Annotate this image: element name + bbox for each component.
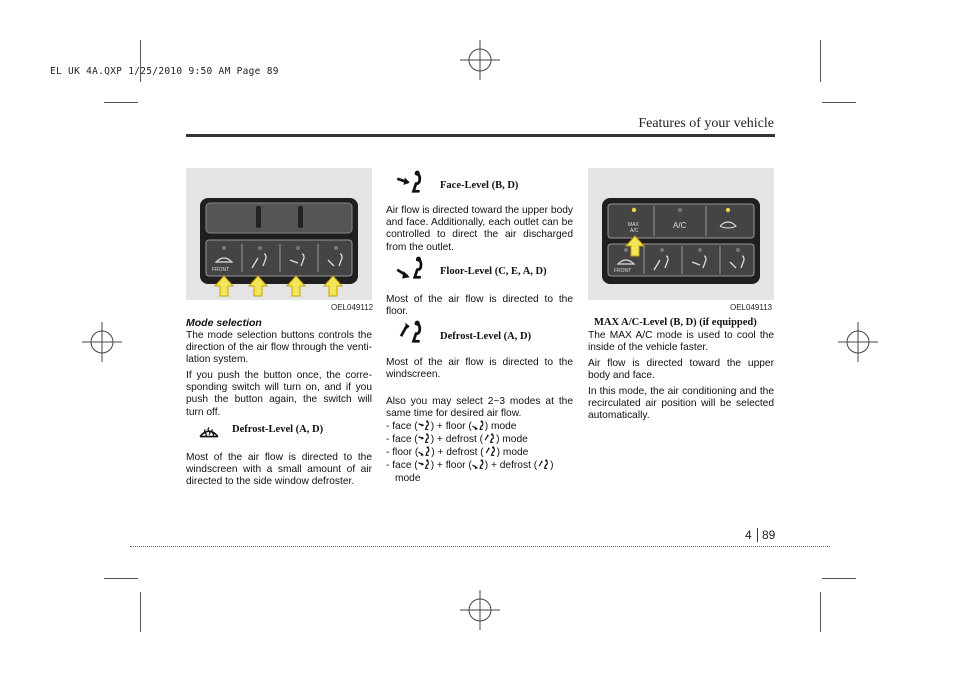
crop-mark (820, 40, 821, 82)
face-vent-icon (418, 420, 431, 431)
registration-mark-icon (460, 590, 500, 630)
max-ac-paragraph: In this mode, the air conditioning and the recirculated air position will be selected automatically. (588, 386, 774, 422)
floor-vent-icon (472, 420, 485, 431)
face-level-paragraph: Air flow is directed toward the upper body and face. Additionally, each outlet can be controlled to direct the air discharged from the outlet. (386, 205, 573, 253)
chapter-number: 4 (745, 528, 752, 542)
floor-level-paragraph: Most of the air flow is directed to the floor. (386, 294, 573, 318)
windscreen-defrost-icon (483, 433, 496, 444)
face-vent-icon (418, 459, 431, 470)
page-number: 89 (762, 528, 776, 542)
list-text: - floor ( (386, 447, 419, 458)
face-level-heading: Face-Level (B, D) (440, 180, 519, 191)
list-item (386, 420, 576, 433)
defrost-level-paragraph: Most of the air flow is directed to the windscreen. (386, 357, 573, 381)
section-title: Features of your vehicle (638, 116, 774, 131)
defrost-paragraph: Most of the air flow is directed to the windscreen with a small amount of air directed to the side window defroster. (186, 452, 372, 488)
crop-mark (104, 102, 138, 103)
list-item-continuation: mode (395, 473, 421, 484)
crop-mark (822, 578, 856, 579)
windscreen-defrost-icon (396, 320, 426, 345)
floor-vent-icon (396, 256, 426, 281)
max-ac-panel-illustration (588, 168, 774, 300)
figure-mode-panel (186, 168, 372, 300)
list-text: ) mode (496, 447, 529, 458)
mode-selection-paragraph: If you push the button once, the corre-sponding switch will turn on, and if you push the button again, the switch will turn off. (186, 370, 372, 418)
list-text: ) + defrost ( (484, 460, 538, 471)
list-text: ) + defrost ( (431, 447, 484, 458)
list-text: ) mode (496, 434, 528, 445)
front-label: FRONT (614, 268, 632, 274)
list-item (386, 459, 576, 472)
figure-code: OEL049112 (331, 303, 374, 312)
registration-mark-icon (838, 322, 878, 362)
crop-mark (104, 578, 138, 579)
footer-dotted-rule (130, 546, 830, 547)
registration-mark-icon (460, 40, 500, 80)
print-slug: EL UK 4A.QXP 1/25/2010 9:50 AM Page 89 (50, 66, 279, 77)
floor-level-heading: Floor-Level (C, E, A, D) (440, 266, 547, 277)
mode-selection-heading: Mode selection (186, 317, 262, 329)
max-ac-paragraph: The MAX A/C mode is used to cool the inside of the vehicle faster. (588, 330, 774, 354)
max-ac-paragraph: Air flow is directed toward the upper body and face. (588, 358, 774, 382)
list-text: ) mode (484, 421, 517, 432)
face-vent-icon (396, 170, 426, 195)
list-text: - face ( (386, 434, 418, 445)
modes-intro-paragraph: Also you may select 2~3 modes at the same time for desired air flow. (386, 396, 573, 420)
list-text: ) + floor ( (430, 421, 472, 432)
max-ac-heading: MAX A/C-Level (B, D) (if equipped) (594, 317, 757, 328)
page-number-divider (757, 528, 758, 542)
face-vent-icon (418, 433, 431, 444)
list-item (386, 433, 576, 446)
ac-label: A/C (673, 221, 687, 230)
crop-mark (822, 102, 856, 103)
front-label: FRONT (212, 267, 230, 273)
floor-vent-icon (472, 459, 485, 470)
registration-mark-icon (82, 322, 122, 362)
defrost-level-heading: Defrost-Level (A, D) (232, 424, 324, 435)
list-text: - face ( (386, 421, 418, 432)
windscreen-defrost-icon (484, 446, 497, 457)
crop-mark (820, 592, 821, 632)
list-item (386, 446, 576, 459)
list-text: ) (550, 460, 554, 471)
header-rule (186, 134, 775, 137)
mode-selection-paragraph: The mode selection buttons controls the direction of the air flow through the venti-lation system. (186, 330, 372, 366)
floor-vent-icon (418, 446, 431, 457)
mode-combination-list (386, 420, 576, 485)
list-text: ) + defrost ( (430, 434, 484, 445)
max-label: MAX (628, 222, 639, 228)
defrost-level-heading: Defrost-Level (A, D) (440, 331, 532, 342)
figure-code: OEL049113 (730, 303, 773, 312)
control-panel-illustration (186, 168, 372, 300)
max-label: A/C (630, 228, 639, 234)
crop-mark (140, 592, 141, 632)
list-text: ) + floor ( (430, 460, 472, 471)
list-text: - face ( (386, 460, 418, 471)
defrost-icon (198, 424, 220, 442)
figure-max-ac-panel (588, 168, 774, 300)
windscreen-defrost-icon (537, 459, 550, 470)
